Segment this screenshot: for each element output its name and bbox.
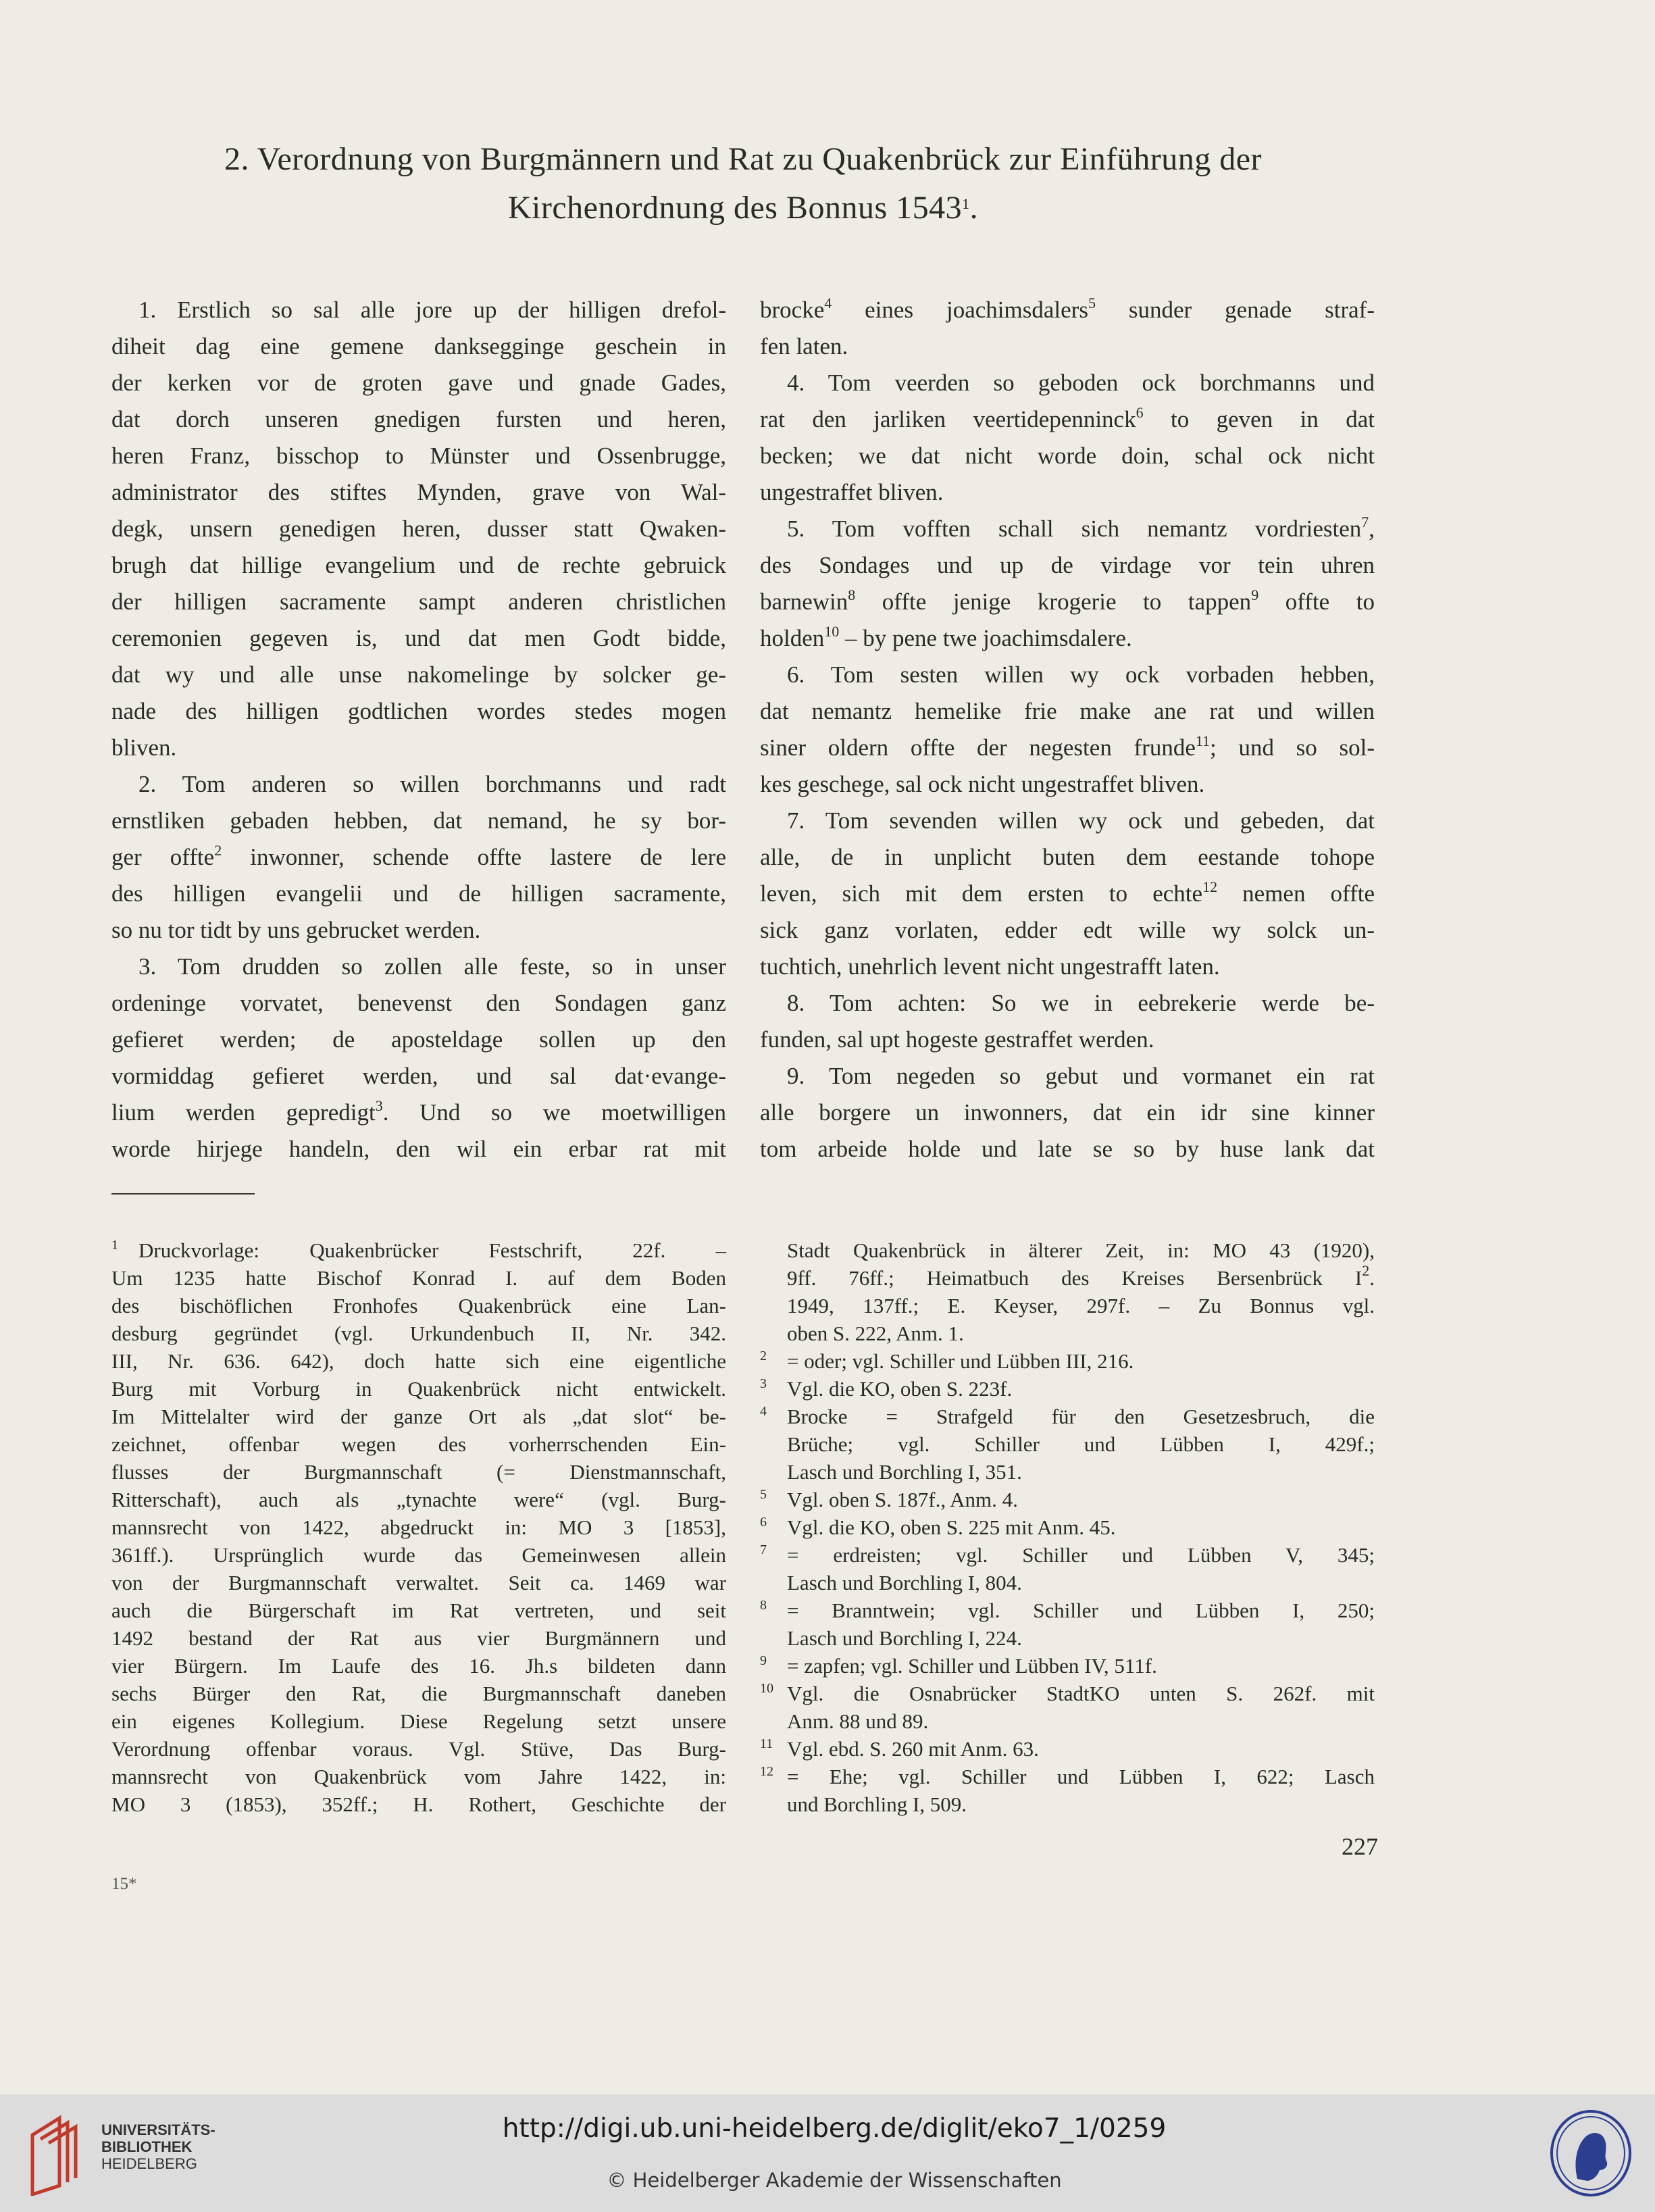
copyright-notice: © Heidelberger Akademie der Wissenschaften bbox=[607, 2169, 1062, 2192]
footnote-line: flusses der Burgmannschaft (= Dienstmannschaft, bbox=[111, 1460, 726, 1484]
text-line: heren Franz, bisschop to Münster und Ossenbrugge, bbox=[111, 443, 726, 469]
footnote-ref[interactable]: 2 bbox=[214, 842, 222, 859]
footnote-number: 10 bbox=[760, 1681, 773, 1696]
text-line: holden$^{10}$ – by pene twe joachimsdalere. bbox=[760, 623, 1132, 651]
text-line: rat den jarliken veertidepenninck$^6$ to geven in dat bbox=[760, 404, 1375, 432]
footnote-line: $^6$ Vgl. die KO, oben S. 225 mit Anm. 45. bbox=[760, 1515, 1116, 1539]
footnote-line: $^9$ = zapfen; vgl. Schiller und Lübben IV, 511f. bbox=[760, 1653, 1157, 1678]
text-line: des Sondages und up de virdage vor tein uhren bbox=[760, 552, 1375, 578]
text-line: alle, de in unplicht buten dem eestande tohope bbox=[760, 844, 1375, 870]
footnote-line: oben S. 222, Anm. 1. bbox=[787, 1322, 964, 1345]
footnote-ref[interactable]: 7 bbox=[1361, 513, 1369, 530]
footnotes-left bbox=[111, 1236, 726, 1818]
footnote-line: $^2$ = oder; vgl. Schiller und Lübben III, 216. bbox=[760, 1349, 1134, 1373]
footnote-line: $^1$ Druckvorlage: Quakenbrücker Festschrift, 22f. – bbox=[111, 1238, 726, 1262]
document-title bbox=[108, 135, 1378, 232]
footnote-line: Um 1235 hatte Bischof Konrad I. auf dem Boden bbox=[111, 1266, 726, 1290]
text-line: ger offte$^2$ inwonner, schende offte lastere de lere bbox=[111, 842, 726, 870]
footnote-line: $^7$ = erdreisten; vgl. Schiller und Lübben V, 345; bbox=[760, 1542, 1375, 1567]
library-name: UNIVERSITÄTS- BIBLIOTHEK HEIDELBERG bbox=[101, 2121, 215, 2172]
footnote-number: 3 bbox=[760, 1376, 767, 1391]
text-line: 5. Tom vofften schall sich nemantz vordriesten$^7$, bbox=[787, 513, 1375, 542]
body-column-right bbox=[760, 292, 1375, 1167]
text-line: diheit dag eine gemene danksegginge geschein in bbox=[111, 333, 726, 359]
footnote-line: 1492 bestand der Rat aus vier Burgmännern und bbox=[111, 1626, 726, 1650]
text-line: dat dorch unseren gnedigen fursten und heren, bbox=[111, 406, 726, 432]
footnote-line: und Borchling I, 509. bbox=[787, 1792, 967, 1816]
footnote-line: $^{11}$ Vgl. ebd. S. 260 mit Anm. 63. bbox=[760, 1736, 1039, 1761]
footnote-line: Ritterschaft), auch als „tynachte were“ (vgl. Burg- bbox=[111, 1488, 726, 1511]
text-line: brugh dat hillige evangelium und de rechte gebruick bbox=[111, 552, 726, 578]
text-line: 3. Tom drudden so zollen alle feste, so in unser bbox=[138, 953, 726, 980]
title-line-1: 2. Verordnung von Burgmännern und Rat zu Quakenbrück zur Einführung der bbox=[224, 141, 1263, 177]
footnote-line: zeichnet, offenbar wegen des vorherrschenden Ein- bbox=[111, 1432, 726, 1456]
text-line: administrator des stiftes Mynden, grave von Wal- bbox=[111, 479, 726, 505]
text-line: bliven. bbox=[111, 734, 177, 761]
footnote-line: Lasch und Borchling I, 224. bbox=[787, 1626, 1022, 1650]
text-line: fen laten. bbox=[760, 333, 848, 359]
footnote-line: des bischöflichen Fronhofes Quakenbrück eine Lan- bbox=[111, 1294, 726, 1317]
text-line: leven, sich mit dem ersten to echte$^{12}$ nemen offte bbox=[760, 878, 1375, 907]
footnote-line: Im Mittelalter wird der ganze Ort als „dat slot“ be- bbox=[111, 1405, 726, 1428]
footnote-line: 361ff.). Ursprünglich wurde das Gemeinwesen allein bbox=[111, 1543, 726, 1567]
text-line: der kerken vor de groten gave und gnade Gades, bbox=[111, 370, 726, 396]
footnote-ref[interactable]: 12 bbox=[1202, 878, 1218, 895]
footnote-line: mannsrecht von 1422, abgedruckt in: MO 3 [1853], bbox=[111, 1515, 726, 1539]
text-line: 2. Tom anderen so willen borchmanns und radt bbox=[138, 771, 726, 797]
text-line: gefieret werden; de aposteldage sollen up den bbox=[111, 1026, 726, 1053]
text-line: siner oldern offte der negesten frunde$^{11}$; und so sol- bbox=[760, 732, 1375, 761]
permalink-url[interactable]: http://digi.ub.uni-heidelberg.de/diglit/eko7_1/0259 bbox=[502, 2113, 1167, 2144]
text-line: vormiddag gefieret werden, und sal dat·evange- bbox=[111, 1063, 726, 1089]
footnote-ref[interactable]: 3 bbox=[375, 1097, 383, 1114]
footnotes-right bbox=[760, 1236, 1375, 1818]
footnote-line: desburg gegründet (vgl. Urkundenbuch II, Nr. 342. bbox=[111, 1322, 726, 1345]
footnote-line: $^3$ Vgl. die KO, oben S. 223f. bbox=[760, 1376, 1013, 1401]
footnote-line: mannsrecht von Quakenbrück vom Jahre 1422, in: bbox=[111, 1765, 726, 1788]
text-line: funden, sal upt hogeste gestraffet werden. bbox=[760, 1026, 1154, 1053]
footnote-line: Stadt Quakenbrück in älterer Zeit, in: MO 43 (1920), bbox=[787, 1238, 1375, 1262]
text-line: 7. Tom sevenden willen wy ock und gebeden, dat bbox=[787, 807, 1375, 834]
text-line: 8. Tom achten: So we in eebrekerie werde be- bbox=[787, 990, 1375, 1016]
text-line: brocke$^4$ eines joachimsdalers$^5$ sunder genade straf- bbox=[760, 295, 1375, 323]
text-line: ungestraffet bliven. bbox=[760, 479, 944, 505]
text-line: ordeninge vorvatet, benevenst den Sondagen ganz bbox=[111, 990, 726, 1016]
text-line: 4. Tom veerden so geboden ock borchmanns und bbox=[787, 370, 1375, 396]
footnote-number: 4 bbox=[760, 1404, 767, 1419]
text-line: ernstliken gebaden hebben, dat nemand, he sy bor- bbox=[111, 807, 726, 834]
text-line: tuchtich, unehrlich levent nicht ungestrafft laten. bbox=[760, 953, 1220, 980]
footnote-number: 1 bbox=[111, 1238, 118, 1253]
footnote-number: 12 bbox=[760, 1764, 773, 1779]
footnote-line: sechs Bürger den Rat, die Burgmannschaft daneben bbox=[111, 1682, 726, 1705]
footnote-ref[interactable]: 8 bbox=[848, 586, 856, 603]
text-line: 9. Tom negeden so gebut und vormanet ein rat bbox=[787, 1063, 1375, 1089]
text-line: dat wy und alle unse nakomelinge by solcker ge- bbox=[111, 661, 726, 688]
footnote-line: MO 3 (1853), 352ff.; H. Rothert, Geschichte der bbox=[111, 1792, 726, 1816]
footnote-line: 1949, 137ff.; E. Keyser, 297f. – Zu Bonnus vgl. bbox=[787, 1294, 1375, 1317]
footnote-line: 9ff. 76ff.; Heimatbuch des Kreises Bersenbrück $I^2$. bbox=[787, 1262, 1375, 1290]
footnote-line: $^8$ = Branntwein; vgl. Schiller und Lübben I, 250; bbox=[760, 1598, 1375, 1622]
footnote-ref[interactable]: 9 bbox=[1251, 586, 1259, 603]
text-line: becken; we dat nicht worde doin, schal ock nicht bbox=[760, 443, 1375, 469]
footnote-number: 7 bbox=[760, 1542, 767, 1557]
footnote-number: 11 bbox=[760, 1736, 773, 1751]
footnote-line: Verordnung offenbar voraus. Vgl. Stüve, Das Burg- bbox=[111, 1737, 726, 1761]
text-line: 1. Erstlich so sal alle jore up der hilligen drefol- bbox=[138, 297, 726, 323]
footnote-line: III, Nr. 636. 642), doch hatte sich eine eigentliche bbox=[111, 1349, 726, 1373]
text-line: alle borgere un inwonners, dat ein idr sine kinner bbox=[760, 1099, 1375, 1126]
text-line: der hilligen sacramente sampt anderen christlichen bbox=[111, 588, 726, 615]
footnote-line: $^{10}$ Vgl. die Osnabrücker StadtKO unten S. 262f. mit bbox=[760, 1681, 1375, 1705]
footnote-line: vier Bürgern. Im Laufe des 16. Jh.s bildeten dann bbox=[111, 1654, 726, 1678]
footnote-number: 6 bbox=[760, 1515, 767, 1530]
signature-mark: 15* bbox=[111, 1875, 137, 1893]
footnote-ref[interactable]: 4 bbox=[824, 295, 832, 311]
text-line: kes geschege, sal ock nicht ungestraffet bliven. bbox=[760, 771, 1205, 797]
footnote-separator bbox=[111, 1193, 255, 1195]
text-line: ceremonien gegeven is, und dat men Godt bidde, bbox=[111, 625, 726, 651]
footnote-number: 8 bbox=[760, 1598, 767, 1613]
text-line: tom arbeide holde und late se so by huse lank dat bbox=[760, 1136, 1375, 1162]
footnote-ref[interactable]: 11 bbox=[1195, 732, 1211, 749]
footnote-ref[interactable]: 1 bbox=[962, 195, 970, 212]
footnote-line: Anm. 88 und 89. bbox=[787, 1709, 929, 1733]
text-line: lium werden gepredigt$^3$. Und so we moetwilligen bbox=[111, 1097, 726, 1126]
footnote-line: $^5$ Vgl. oben S. 187f., Anm. 4. bbox=[760, 1487, 1018, 1511]
footnote-ref[interactable]: 5 bbox=[1088, 295, 1096, 311]
footnote-line: Brüche; vgl. Schiller und Lübben I, 429f.; bbox=[787, 1432, 1375, 1456]
text-line: 6. Tom sesten willen wy ock vorbaden hebben, bbox=[787, 661, 1375, 688]
footnote-number: 2 bbox=[760, 1349, 767, 1363]
footnote-line: Lasch und Borchling I, 351. bbox=[787, 1460, 1022, 1484]
page-number: 227 bbox=[1342, 1833, 1378, 1860]
text-line: nade des hilligen godtlichen wordes stedes mogen bbox=[111, 698, 726, 724]
text-line: so nu tor tidt by uns gebrucket werden. bbox=[111, 917, 481, 943]
body-column-left bbox=[111, 292, 726, 1167]
footnote-number: 9 bbox=[760, 1653, 767, 1668]
footnote-ref[interactable]: 6 bbox=[1136, 404, 1144, 421]
university-library-logo-icon[interactable] bbox=[19, 2108, 100, 2196]
footnote-ref[interactable]: 10 bbox=[824, 623, 840, 640]
footnote-line: auch die Bürgerschaft im Rat vertreten, und seit bbox=[111, 1599, 726, 1622]
footnote-line: von der Burgmannschaft verwaltet. Seit ca. 1469 war bbox=[111, 1571, 726, 1594]
footnote-line: $^{12}$ = Ehe; vgl. Schiller und Lübben I, 622; Lasch bbox=[760, 1764, 1375, 1788]
text-line: sick ganz vorlaten, edder edt wille wy solck un- bbox=[760, 917, 1375, 943]
footnote-number: 5 bbox=[760, 1487, 767, 1502]
footnote-line: Lasch und Borchling I, 804. bbox=[787, 1571, 1022, 1594]
viewer-footer bbox=[0, 2094, 1655, 2212]
footnote-line: Burg mit Vorburg in Quakenbrück nicht entwickelt. bbox=[111, 1377, 726, 1401]
footnote-line: ein eigenes Kollegium. Diese Regelung setzt unsere bbox=[111, 1709, 726, 1733]
academy-seal-icon[interactable] bbox=[1547, 2108, 1635, 2199]
text-line: dat nemantz hemelike frie make ane rat und willen bbox=[760, 698, 1375, 724]
text-line: des hilligen evangelii und de hilligen sacramente, bbox=[111, 880, 726, 907]
footnote-line: $^4$ Brocke = Strafgeld für den Gesetzesbruch, die bbox=[760, 1404, 1375, 1428]
text-line: degk, unsern genedigen heren, dusser statt Qwaken- bbox=[111, 516, 726, 542]
title-line-2: Kirchenordnung des Bonnus 1543$^1$. bbox=[507, 190, 979, 226]
text-line: barnewin$^8$ offte jenige krogerie to tappen$^9$ offte to bbox=[760, 586, 1375, 615]
text-line: worde hirjege handeln, den wil ein erbar rat mit bbox=[111, 1136, 726, 1162]
